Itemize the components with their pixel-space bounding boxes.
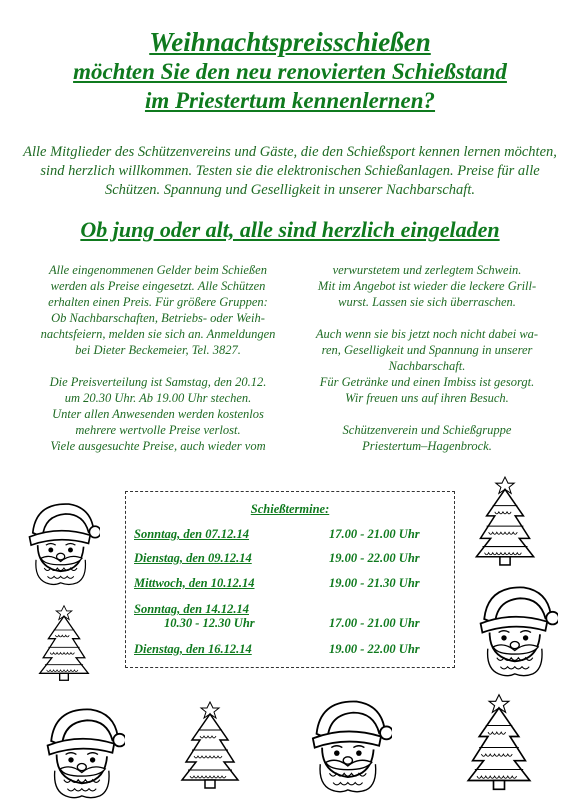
- subtitle-line-1: möchten Sie den neu renovierten Schießstand: [73, 59, 507, 84]
- schedule-time: 17.00 - 21.00 Uhr: [329, 527, 420, 541]
- title-block: [0, 28, 580, 115]
- schedule-date: Mittwoch, den 10.12.14: [134, 576, 255, 590]
- schedule-time: 19.00 - 22.00 Uhr: [329, 642, 420, 656]
- santa-icon: [35, 700, 125, 800]
- right-paragraph-2: Auch wenn sie bis jetzt noch nicht dabei wa- ren, Geselligkeit und Spannung in unserer Nachbarschaft. Für Getränke und einen Imbiss ist gesorgt. Wir freuen uns auf ihren Besuch.: [315, 327, 539, 405]
- schedule-time: 17.00 - 21.00 Uhr: [329, 616, 420, 630]
- right-paragraph-3: Schützenverein und Schießgruppe Priestertum–Hagenbrock.: [342, 423, 512, 453]
- santa-icon: [300, 690, 392, 796]
- right-column: [296, 262, 558, 454]
- schedule-time: 19.00 - 21.30 Uhr: [329, 576, 420, 590]
- intro-paragraph: Alle Mitglieder des Schützenvereins und Gäste, die den Schießsport kennen lernen möchten, sind herzlich willkommen. Testen sie die elektronischen Schießanlagen. Preise für alle Schützen. Spannung und Geselligkeit in unserer Nachbarschaft.: [23, 144, 557, 198]
- invitation-heading: Ob jung oder alt, alle sind herzlich eingeladen: [80, 217, 500, 242]
- right-paragraph-1: verwurstetem und zerlegtem Schwein. Mit im Angebot ist wieder die leckere Grill- wurst. Lassen sie sich überraschen.: [317, 263, 537, 309]
- christmas-tree-icon: [180, 700, 240, 790]
- left-paragraph-1: Alle eingenommenen Gelder beim Schießen werden als Preise eingesetzt. Alle Schützen erhalten einen Preis. Für größere Gruppen: Ob Nachbarschaften, Betriebs- oder Weih- nachtsfeiern, melden sie sich an. Anmeldungen bei Dieter Beckemeier, Tel. 3827.: [40, 263, 276, 357]
- schedule-date: Dienstag, den 09.12.14: [134, 551, 252, 565]
- schedule-title: Schießtermine:: [250, 502, 330, 516]
- left-column: [22, 262, 294, 454]
- christmas-tree-icon: [474, 475, 536, 567]
- santa-icon: [18, 495, 100, 587]
- schedule-date: Dienstag, den 16.12.14: [134, 642, 252, 656]
- schedule-box: [125, 491, 455, 668]
- left-paragraph-2: Die Preisverteilung ist Samstag, den 20.12. um 20.30 Uhr. Ab 19.00 Uhr stechen. Unter allen Anwesenden werden kostenlos mehrere wertvolle Preise verlost. Viele ausgesuchte Preise, auch wieder vom: [49, 375, 267, 453]
- christmas-tree-icon: [466, 692, 532, 792]
- page-title: Weihnachtspreisschießen: [149, 27, 431, 57]
- santa-icon: [468, 578, 558, 678]
- christmas-tree-icon: [38, 604, 90, 682]
- subtitle-line-2: im Priestertum kennenlernen?: [144, 88, 436, 113]
- schedule-date: Sonntag, den 14.12.14: [134, 602, 249, 616]
- schedule-time: 19.00 - 22.00 Uhr: [329, 551, 420, 565]
- schedule-date: Sonntag, den 07.12.14: [134, 527, 249, 541]
- schedule-date-extra-time: 10.30 - 12.30 Uhr: [164, 616, 255, 630]
